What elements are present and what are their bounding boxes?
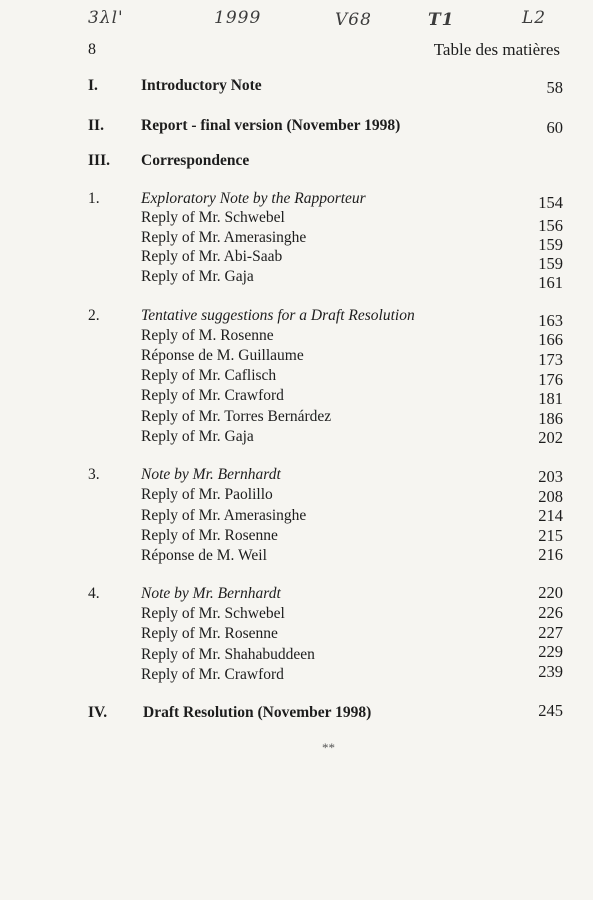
toc-entry-title: Reply of Mr. Gaja — [141, 428, 254, 445]
toc-entry-title: Report - final version (November 1998) — [141, 117, 401, 134]
toc-entry-title: Reply of Mr. Rosenne — [141, 625, 278, 642]
toc-entry-title: Introductory Note — [141, 77, 262, 94]
toc-entry-page: 159 — [538, 235, 563, 254]
toc-entry-page: 227 — [538, 623, 563, 642]
toc-entry-title: Reply of Mr. Amerasinghe — [141, 507, 307, 524]
handwritten-note: 1999 — [214, 8, 262, 28]
toc-entry-page: 161 — [538, 273, 563, 292]
toc-entry-number: III. — [88, 152, 110, 169]
toc-entry-page: 186 — [538, 409, 563, 428]
toc-entry-title: Exploratory Note by the Rapporteur — [141, 190, 366, 207]
handwritten-note: L2 — [522, 8, 547, 28]
toc-entry-title: Reply of Mr. Schwebel — [141, 605, 285, 622]
toc-entry-title: Reply of Mr. Crawford — [141, 666, 284, 683]
end-mark: ** — [322, 740, 335, 755]
toc-entry-page: 173 — [538, 350, 563, 369]
toc-entry-number: 3. — [88, 466, 100, 483]
toc-entry-page: 220 — [538, 583, 563, 602]
running-title: Table des matières — [433, 40, 560, 59]
toc-entry-page: 214 — [538, 506, 563, 525]
toc-entry-page: 226 — [538, 603, 563, 622]
toc-entry-page: 60 — [546, 118, 563, 137]
toc-entry-title: Reply of Mr. Torres Bernárdez — [141, 408, 332, 425]
toc-entry-page: 208 — [538, 487, 563, 506]
toc-entry-title: Reply of Mr. Schwebel — [141, 209, 285, 226]
toc-entry-page: 229 — [538, 642, 563, 661]
toc-entry-title: Reply of Mr. Paolillo — [141, 486, 273, 503]
toc-entry-page: 245 — [538, 701, 563, 720]
toc-entry-page: 163 — [538, 311, 563, 330]
toc-entry-page: 58 — [546, 78, 563, 97]
handwritten-annotations — [0, 6, 593, 36]
toc-entry-title: Note by Mr. Bernhardt — [141, 585, 281, 602]
toc-entry-page: 159 — [538, 254, 563, 273]
toc-entry-title: Draft Resolution (November 1998) — [143, 704, 372, 721]
toc-entry-number: 2. — [88, 307, 100, 324]
toc-entry-page: 156 — [538, 216, 563, 235]
toc-entry-title: Reply of Mr. Caflisch — [141, 367, 277, 384]
handwritten-note: T1 — [428, 10, 455, 30]
page-number: 8 — [88, 41, 96, 58]
toc-entry-title: Reply of Mr. Shahabuddeen — [141, 646, 315, 663]
toc-entry-number: II. — [88, 117, 104, 134]
toc-entry-title: Reply of Mr. Gaja — [141, 268, 254, 285]
toc-entry-page: 154 — [538, 193, 563, 212]
toc-entry-title: Réponse de M. Guillaume — [141, 347, 304, 364]
toc-entry-page: 176 — [538, 370, 563, 389]
toc-entry-page: 166 — [538, 330, 563, 349]
toc-entry-title: Correspondence — [141, 152, 250, 169]
toc-entry-number: 1. — [88, 190, 100, 207]
toc-entry-title: Reply of Mr. Amerasinghe — [141, 229, 307, 246]
toc-entry-page: 203 — [538, 467, 563, 486]
toc-entry-title: Reply of M. Rosenne — [141, 327, 274, 344]
toc-entry-title: Reply of Mr. Crawford — [141, 387, 284, 404]
toc-entry-title: Reply of Mr. Rosenne — [141, 527, 278, 544]
toc-entry-page: 202 — [538, 428, 563, 447]
toc-entry-number: 4. — [88, 585, 100, 602]
toc-entry-title: Note by Mr. Bernhardt — [141, 466, 281, 483]
toc-entry-page: 181 — [538, 389, 563, 408]
toc-entry-number: IV. — [88, 704, 108, 721]
toc-entry-page: 215 — [538, 526, 563, 545]
handwritten-note: 3λl' — [88, 8, 124, 28]
toc-entry-title: Tentative suggestions for a Draft Resolution — [141, 307, 415, 324]
toc-entry-title: Reply of Mr. Abi-Saab — [141, 248, 283, 265]
toc-entry-title: Réponse de M. Weil — [141, 547, 267, 564]
toc-entry-page: 216 — [538, 545, 563, 564]
toc-entry-page: 239 — [538, 662, 563, 681]
toc-entry-number: I. — [88, 77, 98, 94]
handwritten-note: V68 — [335, 10, 372, 30]
